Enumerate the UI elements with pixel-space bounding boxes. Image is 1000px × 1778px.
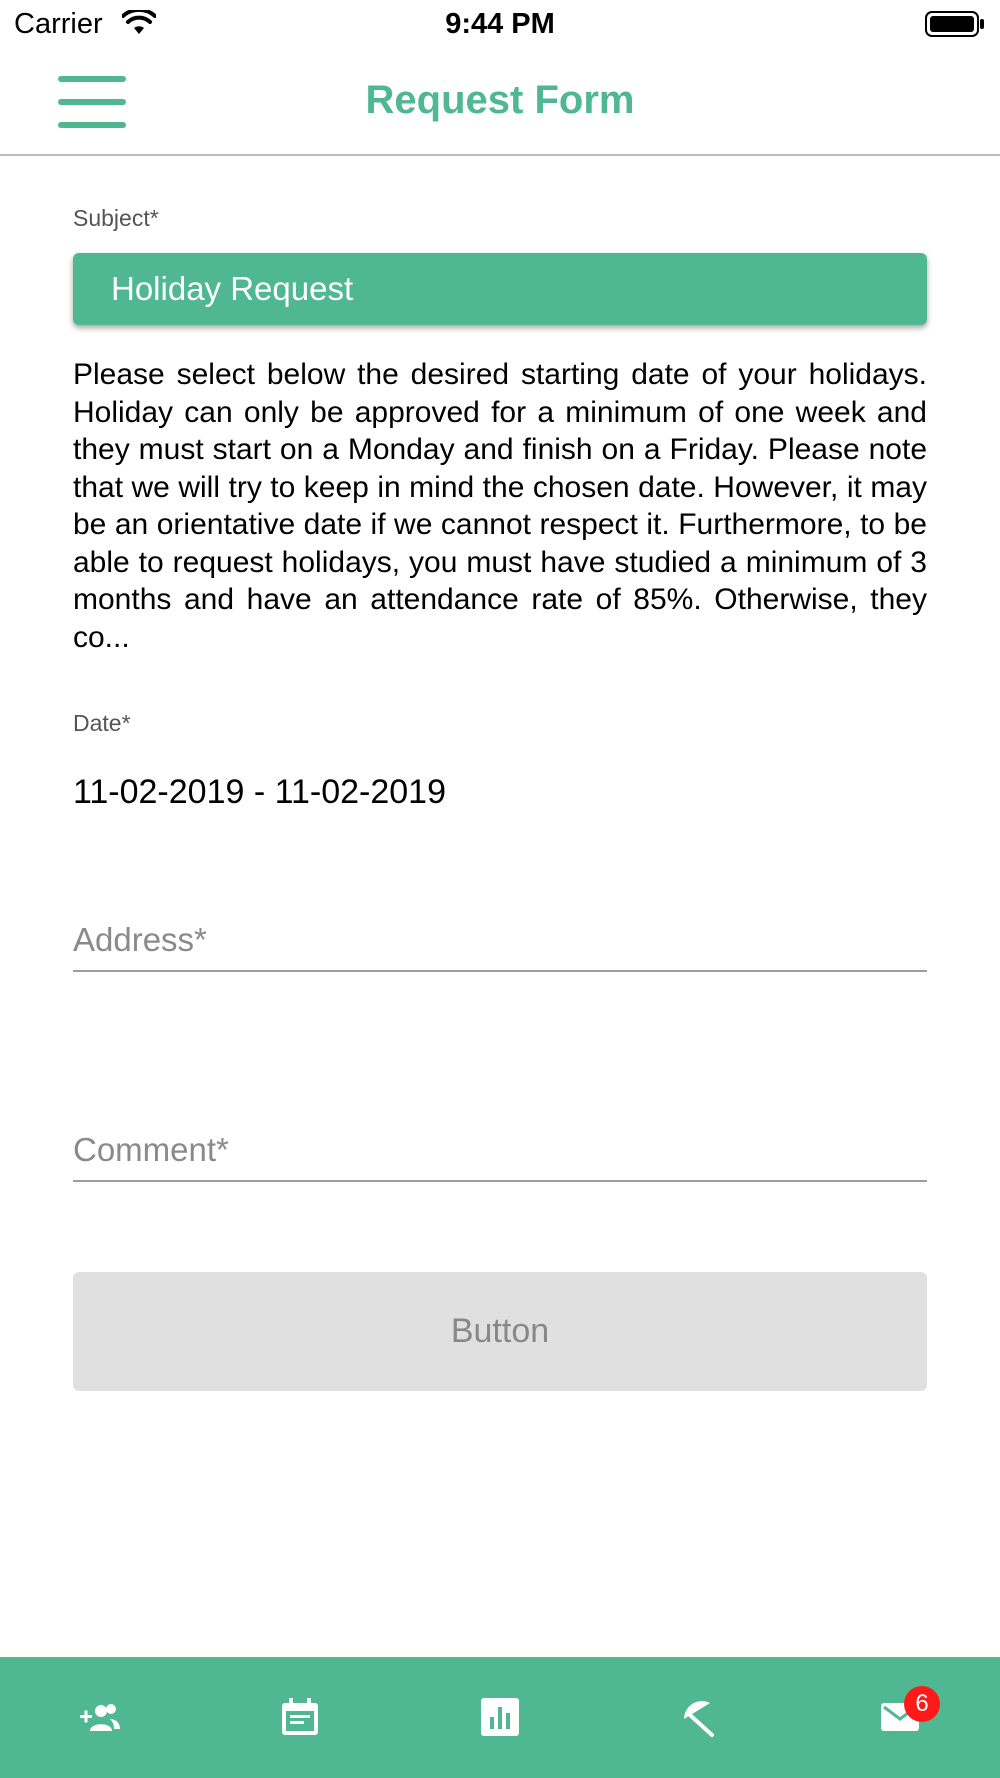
calendar-icon [280, 1697, 320, 1737]
subject-label: Subject* [73, 205, 159, 231]
date-label: Date* [73, 710, 131, 736]
tab-statistics[interactable] [400, 1657, 600, 1778]
beach-umbrella-icon [680, 1697, 720, 1737]
address-input[interactable] [73, 910, 927, 972]
tab-bar [0, 1657, 1000, 1778]
tab-holidays[interactable] [600, 1657, 800, 1778]
carrier-label: Carrier [14, 8, 103, 40]
mail-badge: 6 [904, 1686, 940, 1722]
navigation-bar [0, 50, 1000, 156]
tab-add-group[interactable] [0, 1657, 200, 1778]
submit-button[interactable]: Button [73, 1272, 927, 1391]
status-time: 9:44 PM [445, 8, 555, 40]
tab-messages[interactable] [800, 1657, 1000, 1778]
date-range-value[interactable]: 11-02-2019 - 11-02-2019 [73, 773, 447, 811]
bar-chart-icon [480, 1697, 520, 1737]
status-bar [0, 0, 1000, 50]
subject-selector[interactable] [73, 253, 927, 325]
comment-input[interactable] [73, 1120, 927, 1182]
add-group-icon [80, 1697, 120, 1737]
tab-calendar[interactable] [200, 1657, 400, 1778]
subject-value: Holiday Request [111, 270, 354, 307]
battery-icon [925, 11, 985, 37]
description-text: Please select below the desired starting date of your holidays. Holiday can only be approved for a minimum of one week and they must start on a Monday and finish on a Friday. Please note that we will try to keep in mind the chosen date. However, it may be an orientative date if we cannot respect it. Furthermore, to be able to request holidays, you must have studied a minimum of 3 months and have an attendance rate of 85%. Otherwise, they co... [73, 358, 927, 654]
page-title: Request Form [365, 78, 635, 122]
